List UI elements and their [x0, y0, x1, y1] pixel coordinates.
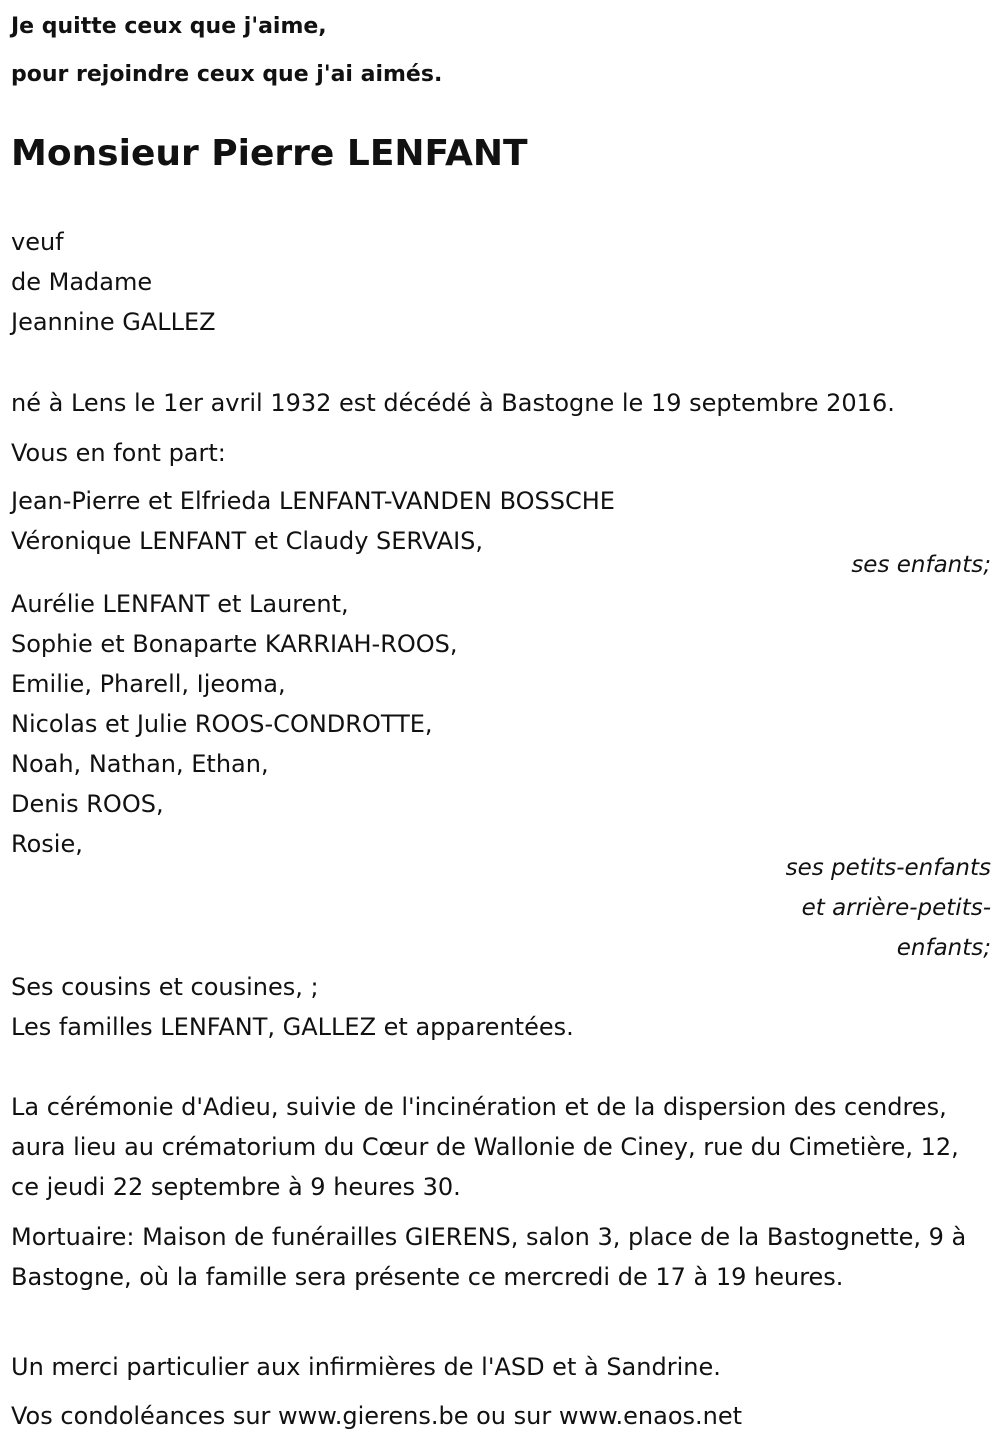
thanks-block: [11, 1347, 991, 1387]
grandchild-line: Nicolas et Julie ROOS-CONDROTTE,: [11, 710, 433, 738]
spouse-line: Jeannine GALLEZ: [11, 308, 216, 336]
thanks-text: Un merci particulier aux infirmières de l'ASD et à Sandrine.: [11, 1353, 721, 1381]
grandchild-line: Noah, Nathan, Ethan,: [11, 750, 269, 778]
others-line: Les familles LENFANT, GALLEZ et apparentées.: [11, 1013, 574, 1041]
epigraph-line-1: Je quitte ceux que j'aime,: [11, 14, 327, 39]
intro-text: Vous en font part:: [11, 439, 226, 467]
deceased-name: Monsieur Pierre LENFANT: [11, 133, 528, 174]
child-line: Jean-Pierre et Elfrieda LENFANT-VANDEN BOSSCHE: [11, 487, 615, 515]
spouse-line: veuf: [11, 228, 64, 256]
ceremony-text: La cérémonie d'Adieu, suivie de l'incinération et de la dispersion des cendres, aura lieu au crématorium du Cœur de Wallonie de Ciney, rue du Cimetière, 12, ce jeudi 22 septembre à 9 heures 30.: [11, 1093, 959, 1201]
grandchild-line: Sophie et Bonaparte KARRIAH-ROOS,: [11, 630, 458, 658]
mortuary-text: Mortuaire: Maison de funérailles GIERENS, salon 3, place de la Bastognette, 9 à Bastogne, où la famille sera présente ce mercredi de 17 à 19 heures.: [11, 1223, 967, 1291]
grandchild-line: Rosie,: [11, 830, 83, 858]
grandchildren-block: [11, 584, 991, 864]
grandchild-line: Aurélie LENFANT et Laurent,: [11, 590, 349, 618]
announcement-intro: [11, 433, 991, 473]
mortuary-block: [11, 1217, 991, 1297]
condolences-text: Vos condoléances sur www.gierens.be ou sur www.enaos.net: [11, 1402, 743, 1430]
birth-death-line: [11, 383, 991, 423]
children-label: ses enfants;: [851, 552, 991, 578]
grandchildren-label-block: [11, 848, 991, 968]
ceremony-block: [11, 1087, 991, 1207]
spouse-block: [11, 222, 991, 342]
grandchildren-label-line: ses petits-enfants: [785, 855, 991, 881]
grandchild-line: Emilie, Pharell, Ijeoma,: [11, 670, 286, 698]
spouse-line: de Madame: [11, 268, 153, 296]
others-block: [11, 967, 991, 1047]
epigraph-line-2: pour rejoindre ceux que j'ai aimés.: [11, 62, 443, 87]
others-line: Ses cousins et cousines, ;: [11, 973, 319, 1001]
grandchildren-label-line: et arrière-petits-: [801, 895, 991, 921]
children-label-block: [11, 545, 991, 585]
birth-death-text: né à Lens le 1er avril 1932 est décédé à Bastogne le 19 septembre 2016.: [11, 389, 895, 417]
grandchild-line: Denis ROOS,: [11, 790, 164, 818]
child-line: Véronique LENFANT et Claudy SERVAIS,: [11, 527, 484, 555]
grandchildren-label-line: enfants;: [896, 935, 991, 961]
condolences-block: [11, 1396, 991, 1436]
